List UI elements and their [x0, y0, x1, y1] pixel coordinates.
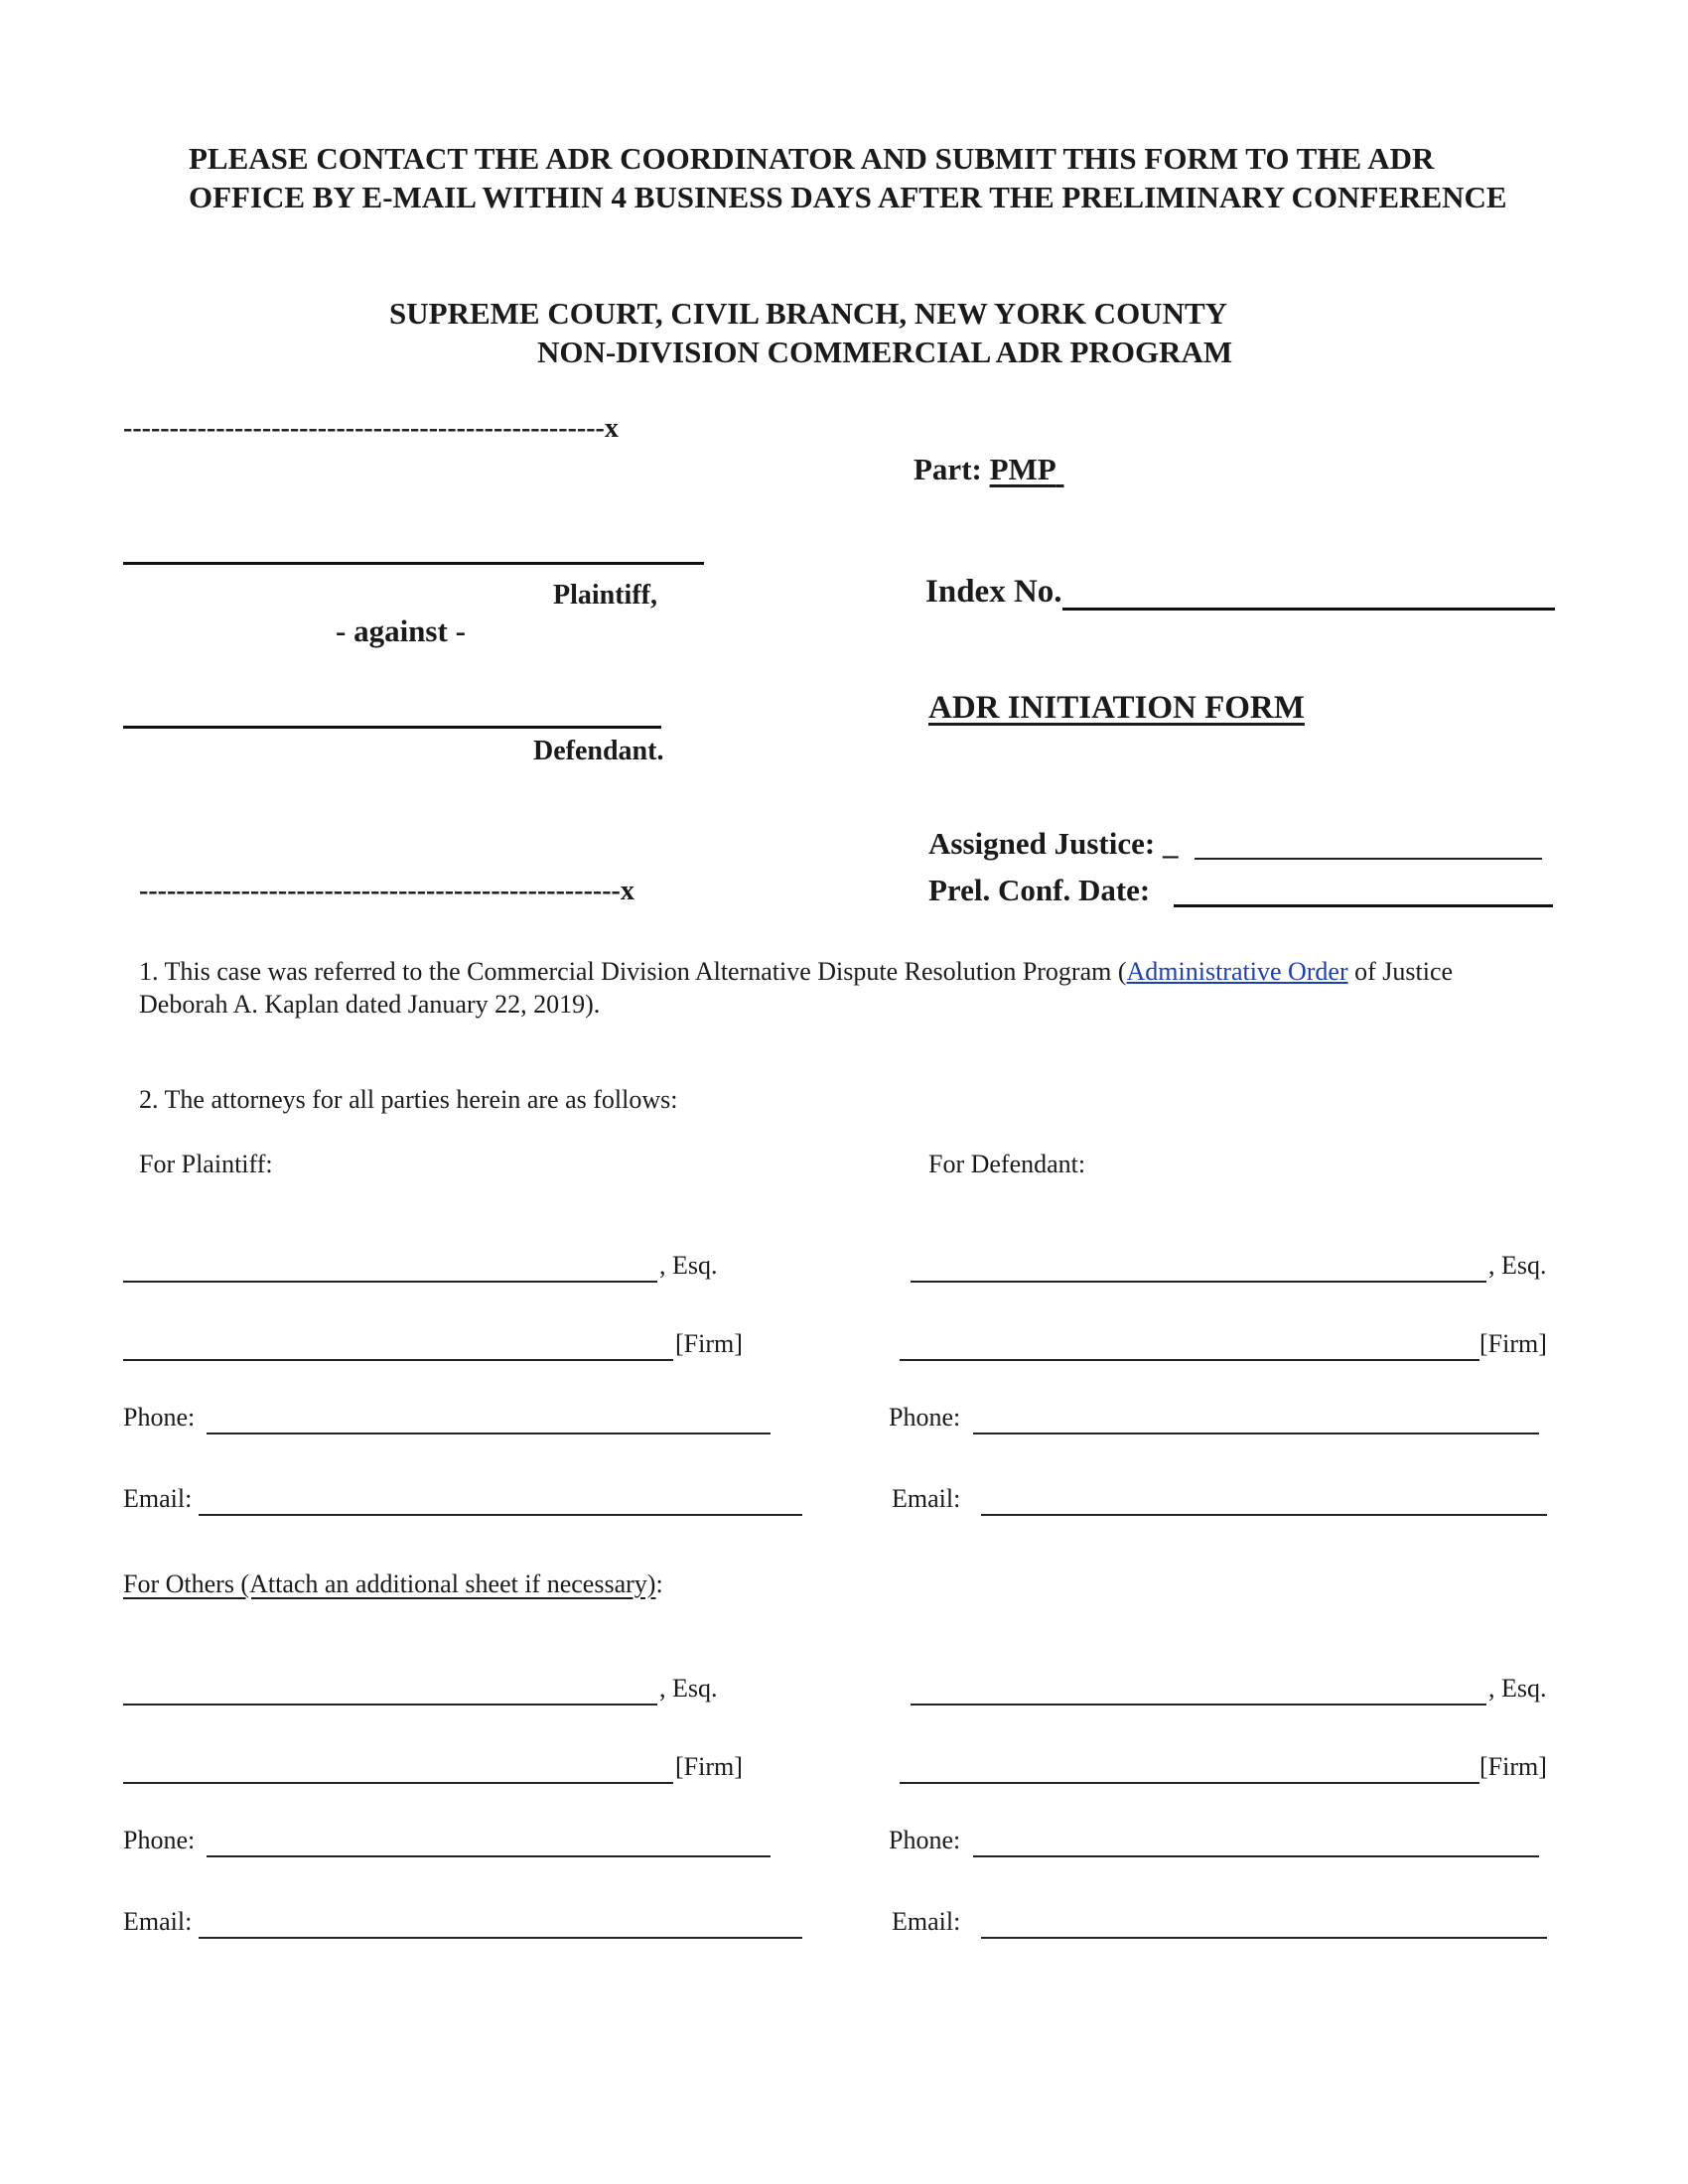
- defendant-email-line[interactable]: [981, 1514, 1547, 1516]
- plaintiff-email-line[interactable]: [199, 1514, 802, 1516]
- plaintiff-phone-label: Phone:: [123, 1403, 196, 1432]
- other2-attorney-line[interactable]: [911, 1704, 1486, 1706]
- referral-text-before: 1. This case was referred to the Commercial Division Alternative Dispute Resolution Program (: [139, 957, 1127, 986]
- defendant-phone-line[interactable]: [973, 1433, 1539, 1434]
- defendant-attorney-line[interactable]: [911, 1281, 1486, 1283]
- other2-firm-line[interactable]: [900, 1782, 1479, 1784]
- index-no-line[interactable]: [1062, 608, 1555, 611]
- for-others-label: For Others (Attach an additional sheet if necessary): [123, 1570, 656, 1598]
- defendant-label: Defendant.: [533, 736, 664, 766]
- referral-text-after: of Justice Deborah A. Kaplan dated January 22, 2019).: [139, 957, 1454, 1019]
- plaintiff-email-label: Email:: [123, 1484, 193, 1513]
- defendant-phone-label: Phone:: [889, 1403, 961, 1432]
- program-name: NON-DIVISION COMMERCIAL ADR PROGRAM: [537, 335, 1233, 369]
- caption-top-dash-line: ----------------------------------------------------x: [123, 413, 619, 444]
- plaintiff-firm-line[interactable]: [123, 1359, 673, 1361]
- caption-bottom-dash-line: ----------------------------------------------------x: [139, 876, 634, 906]
- other2-firm-label: [Firm]: [1479, 1752, 1547, 1781]
- other2-phone-line[interactable]: [973, 1855, 1539, 1857]
- prel-conf-date-line[interactable]: [1174, 904, 1553, 907]
- form-title: ADR INITIATION FORM: [928, 690, 1305, 726]
- against-label: - against -: [336, 614, 466, 648]
- assigned-justice-line[interactable]: [1195, 858, 1542, 860]
- other2-phone-label: Phone:: [889, 1826, 961, 1854]
- plaintiff-attorney-line[interactable]: [123, 1281, 657, 1283]
- assigned-justice-label: Assigned Justice: _: [928, 826, 1179, 861]
- submission-notice: PLEASE CONTACT THE ADR COORDINATOR AND SUBMIT THIS FORM TO THE ADR OFFICE BY E-MAIL WITHIN 4 BUSINESS DAYS AFTER THE PRELIMINARY CONFERENCE: [189, 141, 1507, 214]
- plaintiff-firm-label: [Firm]: [675, 1329, 743, 1358]
- for-others-heading: [123, 1568, 663, 1600]
- plaintiff-esq-label: , Esq.: [659, 1251, 718, 1280]
- other1-firm-label: [Firm]: [675, 1752, 743, 1781]
- administrative-order-link[interactable]: Administrative Order: [1126, 957, 1348, 986]
- plaintiff-phone-line[interactable]: [207, 1433, 771, 1434]
- other1-email-line[interactable]: [199, 1937, 802, 1939]
- other1-attorney-line[interactable]: [123, 1704, 657, 1706]
- defendant-email-label: Email:: [892, 1484, 961, 1513]
- part-label: Part:: [914, 452, 982, 486]
- other2-email-line[interactable]: [981, 1937, 1547, 1939]
- defendant-name-line[interactable]: [123, 726, 661, 729]
- other1-email-label: Email:: [123, 1907, 193, 1936]
- part-value: PMP: [989, 452, 1056, 486]
- for-plaintiff-heading: For Plaintiff:: [139, 1150, 273, 1178]
- part-field: [914, 452, 1063, 487]
- other2-esq-label: , Esq.: [1488, 1674, 1547, 1703]
- defendant-firm-line[interactable]: [900, 1359, 1479, 1361]
- other1-esq-label: , Esq.: [659, 1674, 718, 1703]
- index-no-label: Index No.: [925, 574, 1062, 610]
- plaintiff-label: Plaintiff,: [553, 580, 657, 611]
- other1-phone-line[interactable]: [207, 1855, 771, 1857]
- defendant-firm-label: [Firm]: [1479, 1329, 1547, 1358]
- for-others-colon: :: [655, 1570, 663, 1598]
- other2-email-label: Email:: [892, 1907, 961, 1936]
- other1-phone-label: Phone:: [123, 1826, 196, 1854]
- court-name: SUPREME COURT, CIVIL BRANCH, NEW YORK COUNTY: [389, 296, 1228, 331]
- for-defendant-heading: For Defendant:: [928, 1150, 1086, 1178]
- referral-paragraph: [139, 955, 1529, 1021]
- other1-firm-line[interactable]: [123, 1782, 673, 1784]
- defendant-esq-label: , Esq.: [1488, 1251, 1547, 1280]
- attorneys-paragraph: 2. The attorneys for all parties herein are as follows:: [139, 1085, 678, 1114]
- plaintiff-name-line[interactable]: [123, 562, 704, 565]
- prel-conf-date-label: Prel. Conf. Date:: [928, 873, 1151, 907]
